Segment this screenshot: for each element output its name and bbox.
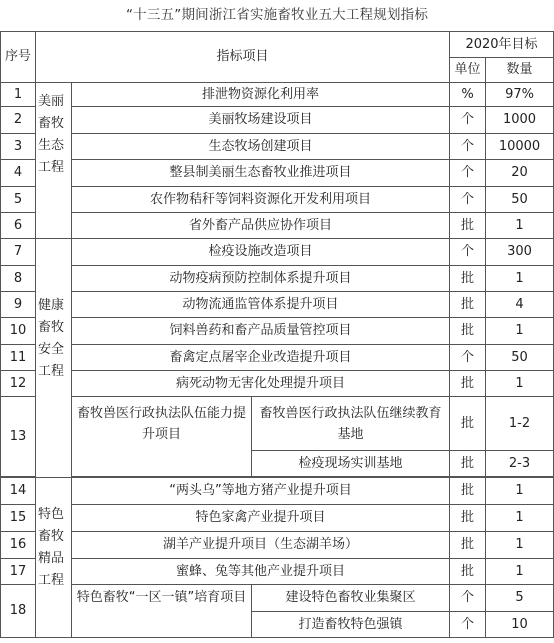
row-qty: 1 [486, 213, 554, 239]
category-label: 健康畜牧安全工程 [38, 298, 65, 379]
row-unit: 批 [450, 451, 486, 477]
row-qty: 50 [486, 345, 554, 371]
row-group-item: 畜牧兽医行政执法队伍能力提升项目 [72, 397, 252, 477]
row-qty: 1 [486, 318, 554, 345]
row-item: 蜜蜂、兔等其他产业提升项目 [72, 559, 450, 585]
indicator-table [0, 31, 554, 638]
row-unit: 个 [450, 107, 486, 134]
table-row [1, 532, 554, 559]
table-row [1, 559, 554, 585]
row-unit: 个 [450, 187, 486, 213]
row-item: 动物流通监管体系提升项目 [72, 292, 450, 318]
row-seq: 9 [1, 292, 36, 318]
row-seq: 8 [1, 266, 36, 292]
row-qty: 1-2 [486, 397, 554, 451]
row-seq: 4 [1, 160, 36, 187]
row-seq: 2 [1, 107, 36, 134]
row-qty: 1000 [486, 107, 554, 134]
row-unit: 批 [450, 478, 486, 505]
row-unit: 批 [450, 559, 486, 585]
row-seq: 7 [1, 239, 36, 266]
row-qty: 5 [486, 585, 554, 612]
row-unit: 个 [450, 239, 486, 266]
row-seq: 3 [1, 134, 36, 160]
row-qty: 300 [486, 239, 554, 266]
row-seq: 17 [1, 559, 36, 585]
row-unit: % [450, 83, 486, 107]
row-item: “两头乌”等地方猪产业提升项目 [72, 478, 450, 505]
row-seq: 16 [1, 532, 36, 559]
header-seq: 序号 [1, 32, 36, 83]
row-unit: 个 [450, 345, 486, 371]
row-unit: 批 [450, 213, 486, 239]
table-row [1, 585, 554, 612]
row-qty: 1 [486, 371, 554, 397]
row-item: 农作物秸秆等饲料资源化开发利用项目 [72, 187, 450, 213]
row-item: 动物疫病预防控制体系提升项目 [72, 266, 450, 292]
category-cell [36, 478, 72, 638]
row-qty: 1 [486, 532, 554, 559]
row-sub-item: 建设特色畜牧业集聚区 [252, 585, 450, 612]
header-unit: 单位 [450, 58, 486, 83]
category-label: 美丽畜牧生态工程 [38, 94, 65, 175]
row-qty: 1 [486, 266, 554, 292]
table-row [1, 371, 554, 397]
row-seq: 11 [1, 345, 36, 371]
row-unit: 批 [450, 532, 486, 559]
row-unit: 个 [450, 585, 486, 612]
row-item: 生态牧场创建项目 [72, 134, 450, 160]
row-qty: 2-3 [486, 451, 554, 477]
row-sub-item: 畜牧兽医行政执法队伍继续教育基地 [252, 397, 450, 451]
row-qty: 4 [486, 292, 554, 318]
row-item: 特色家禽产业提升项目 [72, 505, 450, 532]
row-qty: 10000 [486, 134, 554, 160]
row-qty: 20 [486, 160, 554, 187]
table-row [1, 213, 554, 239]
row-seq: 15 [1, 505, 36, 532]
row-seq: 10 [1, 318, 36, 345]
table-row [1, 292, 554, 318]
row-unit: 批 [450, 371, 486, 397]
row-seq: 18 [1, 585, 36, 638]
table-row [1, 134, 554, 160]
header-row [1, 32, 554, 58]
table-row [1, 397, 554, 451]
row-sub-item: 检疫现场实训基地 [252, 451, 450, 477]
row-seq: 1 [1, 83, 36, 107]
table-row [1, 266, 554, 292]
row-qty: 97% [486, 83, 554, 107]
table-row [1, 345, 554, 371]
row-qty: 10 [486, 612, 554, 638]
row-unit: 批 [450, 397, 486, 451]
table-row [1, 187, 554, 213]
table-row [1, 239, 554, 266]
row-item: 美丽牧场建设项目 [72, 107, 450, 134]
row-seq: 5 [1, 187, 36, 213]
row-unit: 批 [450, 292, 486, 318]
row-qty: 1 [486, 478, 554, 505]
header-target: 2020年目标 [450, 32, 554, 58]
row-unit: 批 [450, 266, 486, 292]
row-item: 湖羊产业提升项目（生态湖羊场） [72, 532, 450, 559]
row-seq: 14 [1, 478, 36, 505]
row-item: 省外畜产品供应协作项目 [72, 213, 450, 239]
row-item: 整县制美丽生态畜牧业推进项目 [72, 160, 450, 187]
table-row [1, 107, 554, 134]
category-cell [36, 239, 72, 478]
row-unit: 个 [450, 160, 486, 187]
row-item: 畜禽定点屠宰企业改造提升项目 [72, 345, 450, 371]
row-seq: 6 [1, 213, 36, 239]
row-item: 检疫设施改造项目 [72, 239, 450, 266]
row-item: 排泄物资源化利用率 [72, 83, 450, 107]
row-qty: 50 [486, 187, 554, 213]
category-label: 特色畜牧精品工程 [38, 507, 65, 588]
row-unit: 批 [450, 318, 486, 345]
row-item: 饲料兽药和畜产品质量管控项目 [72, 318, 450, 345]
table-row [1, 505, 554, 532]
row-sub-item: 打造畜牧特色强镇 [252, 612, 450, 638]
category-cell [36, 83, 72, 239]
table-row [1, 83, 554, 107]
row-group-item: 特色畜牧“一区一镇”培育项目 [72, 585, 252, 638]
table-row [1, 318, 554, 345]
table-row [1, 478, 554, 505]
table-row [1, 160, 554, 187]
row-unit: 个 [450, 134, 486, 160]
row-seq: 13 [1, 397, 36, 477]
header-item: 指标项目 [36, 32, 450, 83]
header-quantity: 数量 [486, 58, 554, 83]
page-title: “十三五”期间浙江省实施畜牧业五大工程规划指标 [125, 7, 429, 23]
row-unit: 批 [450, 505, 486, 532]
row-qty: 1 [486, 505, 554, 532]
row-item: 病死动物无害化处理提升项目 [72, 371, 450, 397]
row-unit: 个 [450, 612, 486, 638]
row-qty: 1 [486, 559, 554, 585]
row-seq: 12 [1, 371, 36, 397]
